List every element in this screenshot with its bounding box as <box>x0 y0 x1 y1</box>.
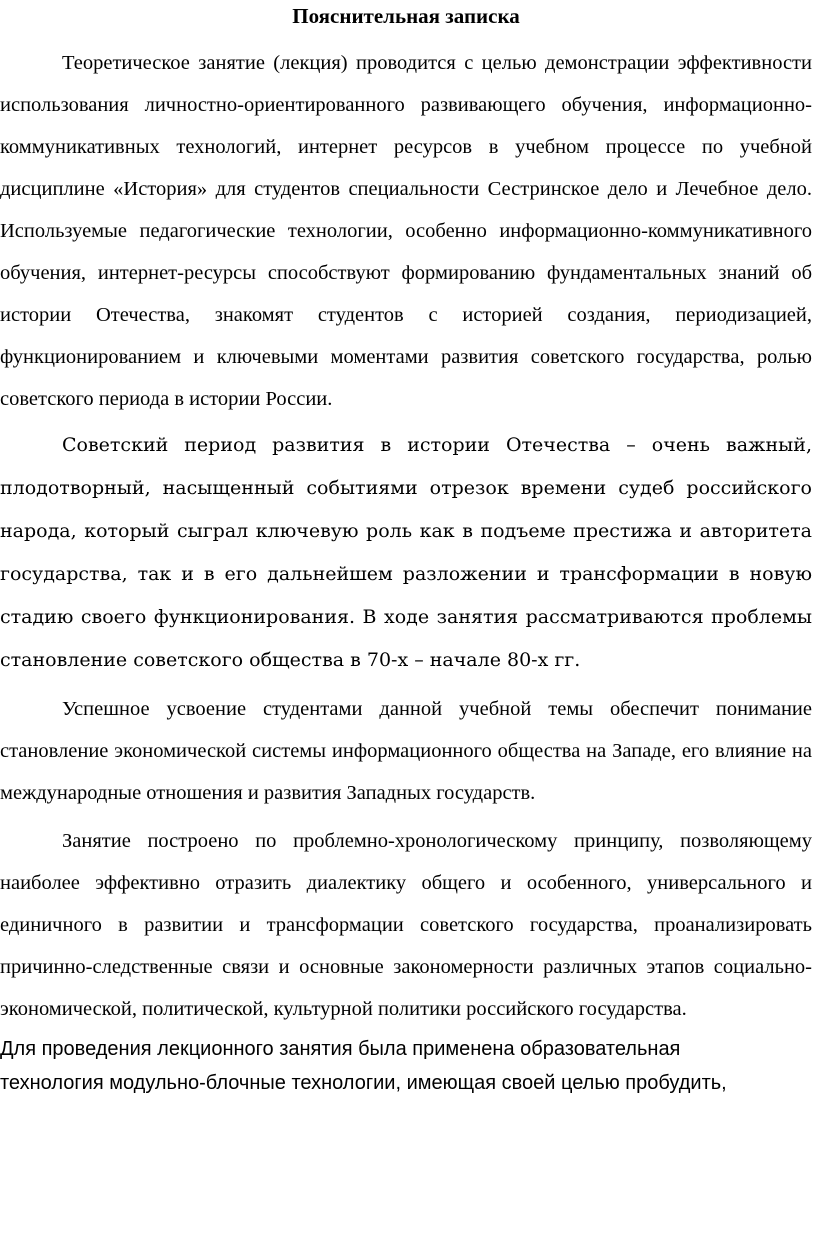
document-title: Пояснительная записка <box>292 4 520 28</box>
paragraph-technology: Для проведения лекционного занятия была применена образовательная технология модульно-блочные технологии, имеющая своей целью пробудить, <box>0 1038 727 1094</box>
paragraph-purpose: Теоретическое занятие (лекция) проводится с целью демонстрации эффективности использования личностно-ориентированного развивающего обучения, информационно-коммуникативных технологий, интернет ресурсов в учебном процессе по учебной дисциплине «История» для студентов специальности Сестринское дело и Лечебное дело. Используемые педагогические технологии, особенно информационно-коммуникативного обучения, интернет-ресурсы способствуют формированию фундаментальных знаний об истории Отечества, знакомят студентов с историей создания, периодизацией, функционированием и ключевыми моментами развития советского государства, ролью советского периода в истории России. <box>0 52 812 410</box>
paragraph-structure: Занятие построено по проблемно-хронологическому принципу, позволяющему наиболее эффективно отразить диалектику общего и особенного, универсального и единичного в развитии и трансформации советского государства, проанализировать причинно-следственные связи и основные закономерности различных этапов социально-экономической, политической, культурной политики российского государства. <box>0 830 812 1020</box>
paragraph-outcome: Успешное усвоение студентами данной учебной темы обеспечит понимание становление экономической системы информационного общества на Западе, его влияние на международные отношения и развития Западных государств. <box>0 698 812 804</box>
paragraph-soviet-period: Советский период развития в истории Отечества – очень важный, плодотворный, насыщенный событиями отрезок времени судеб российского народа, который сыграл ключевую роль как в подъеме престижа и авторитета государства, так и в его дальнейшем разложении и трансформации в новую стадию своего функционирования. В ходе занятия рассматриваются проблемы становление советского общества в 70-х – начале 80-х гг. <box>0 434 812 671</box>
